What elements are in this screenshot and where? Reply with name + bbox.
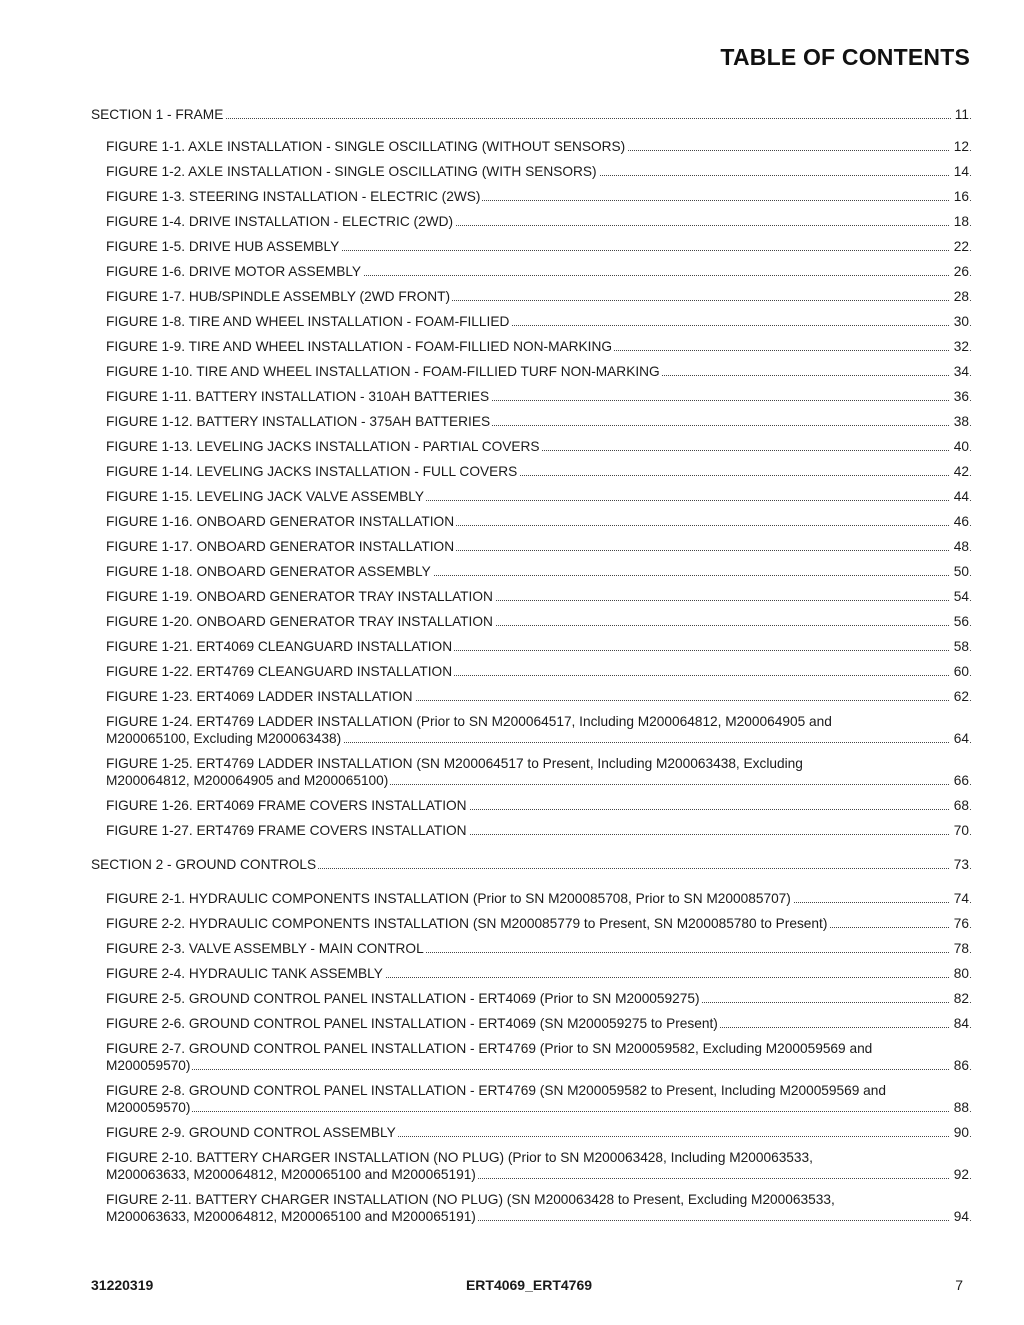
toc-page-number: 42 (950, 463, 969, 480)
toc-figure-entry[interactable] (91, 688, 971, 705)
toc-figure-entry[interactable] (91, 363, 971, 380)
toc-entry-title-line2: M200059570) (106, 1058, 191, 1073)
toc-page-number: 44 (950, 488, 969, 505)
toc-entry-title-line2: M200063633, M200064812, M200065100 and M200065191) (106, 1167, 476, 1182)
toc-figure-entry[interactable] (91, 163, 971, 180)
toc-entry-title: SECTION 2 - GROUND CONTROLS (91, 857, 317, 872)
toc-page-number: 62 (950, 688, 969, 705)
toc-figure-entry[interactable] (91, 1124, 971, 1141)
toc-entry-title: FIGURE 1-6. DRIVE MOTOR ASSEMBLY (106, 264, 362, 279)
toc-page-number: 60 (950, 663, 969, 680)
toc-entry-title: FIGURE 1-21. ERT4069 CLEANGUARD INSTALLATION (106, 639, 453, 654)
toc-figure-entry[interactable] (91, 1040, 971, 1074)
toc-figure-entry[interactable] (91, 915, 971, 932)
toc-page-number: 68 (950, 797, 969, 814)
toc-figure-entry[interactable] (91, 263, 971, 280)
toc-figure-entry[interactable] (91, 388, 971, 405)
toc-entry-title: FIGURE 2-4. HYDRAULIC TANK ASSEMBLY (106, 966, 383, 981)
toc-figure-entry[interactable] (91, 638, 971, 655)
toc-page-number: 48 (950, 538, 969, 555)
toc-page-number: 56 (950, 613, 969, 630)
toc-entry-title: FIGURE 1-20. ONBOARD GENERATOR TRAY INSTALLATION (106, 614, 493, 629)
toc-page-number: 16 (950, 188, 969, 205)
toc-page-number: 18 (950, 213, 969, 230)
toc-entry-title: FIGURE 1-10. TIRE AND WHEEL INSTALLATION - FOAM-FILLIED TURF NON-MARKING (106, 364, 660, 379)
toc-page-number: 58 (950, 638, 969, 655)
toc-page-number: 46 (950, 513, 969, 530)
toc-entry-title: FIGURE 1-16. ONBOARD GENERATOR INSTALLATION (106, 514, 455, 529)
dot-leader (106, 1069, 971, 1070)
toc-page-number: 73 (950, 856, 969, 873)
toc-page-number: 50 (950, 563, 969, 580)
toc-figure-entry[interactable] (91, 238, 971, 255)
toc-entry-title-line1: FIGURE 2-10. BATTERY CHARGER INSTALLATION (NO PLUG) (Prior to SN M200063428, Including M200063533, (106, 1150, 813, 1165)
toc-page-number: 28 (950, 288, 969, 305)
toc-entry-title: FIGURE 1-23. ERT4069 LADDER INSTALLATION (106, 689, 413, 704)
toc-entry-title: FIGURE 1-13. LEVELING JACKS INSTALLATION - PARTIAL COVERS (106, 439, 540, 454)
toc-figure-entry[interactable] (91, 755, 971, 789)
toc-figure-entry[interactable] (91, 588, 971, 605)
toc-figure-entry[interactable] (91, 940, 971, 957)
toc-entry-title: FIGURE 1-4. DRIVE INSTALLATION - ELECTRIC (2WD) (106, 214, 454, 229)
toc-figure-entry[interactable] (91, 1149, 971, 1183)
toc-figure-entry[interactable] (91, 338, 971, 355)
toc-entry-title: FIGURE 1-8. TIRE AND WHEEL INSTALLATION - FOAM-FILLIED (106, 314, 510, 329)
footer-page-number: 7 (955, 1277, 963, 1293)
toc-entry-title: FIGURE 1-22. ERT4769 CLEANGUARD INSTALLATION (106, 664, 453, 679)
toc-figure-entry[interactable] (91, 488, 971, 505)
toc-entry-title: FIGURE 1-3. STEERING INSTALLATION - ELECTRIC (2WS) (106, 189, 481, 204)
toc-page-number: 86 (950, 1057, 969, 1074)
toc-figure-entry[interactable] (91, 663, 971, 680)
toc-entry-title: FIGURE 1-5. DRIVE HUB ASSEMBLY (106, 239, 340, 254)
toc-entry-title-line2: M200059570) (106, 1100, 191, 1115)
toc-figure-entry[interactable] (91, 1191, 971, 1225)
toc-page-number: 38 (950, 413, 969, 430)
toc-entry-title: FIGURE 2-6. GROUND CONTROL PANEL INSTALLATION - ERT4069 (SN M200059275 to Present) (106, 1016, 718, 1031)
footer-model: ERT4069_ERT4769 (465, 1277, 593, 1293)
toc-page-number: 82 (950, 990, 969, 1007)
toc-figure-entry[interactable] (91, 613, 971, 630)
toc-page-number: 30 (950, 313, 969, 330)
toc-entry-title: FIGURE 1-2. AXLE INSTALLATION - SINGLE OSCILLATING (WITH SENSORS) (106, 164, 597, 179)
toc-figure-entry[interactable] (91, 890, 971, 907)
toc-entry-title: FIGURE 1-14. LEVELING JACKS INSTALLATION - FULL COVERS (106, 464, 518, 479)
toc-figure-entry[interactable] (91, 797, 971, 814)
toc-figure-entry[interactable] (91, 990, 971, 1007)
toc-entry-title: FIGURE 1-9. TIRE AND WHEEL INSTALLATION - FOAM-FILLIED NON-MARKING (106, 339, 612, 354)
toc-page-number: 74 (950, 890, 969, 907)
toc-entry-title-line1: FIGURE 2-8. GROUND CONTROL PANEL INSTALLATION - ERT4769 (SN M200059582 to Present, Including M200059569 and (106, 1083, 887, 1098)
toc-entry-title-line1: FIGURE 1-24. ERT4769 LADDER INSTALLATION (Prior to SN M200064517, Including M200064812, M200064905 and (106, 714, 832, 729)
toc-figure-entry[interactable] (91, 213, 971, 230)
toc-entry-title: FIGURE 2-5. GROUND CONTROL PANEL INSTALLATION - ERT4069 (Prior to SN M200059275) (106, 991, 700, 1006)
toc-page-number: 78 (950, 940, 969, 957)
toc-entry-title: FIGURE 1-19. ONBOARD GENERATOR TRAY INSTALLATION (106, 589, 493, 604)
toc-page-number: 84 (950, 1015, 969, 1032)
toc-entry-title: FIGURE 2-1. HYDRAULIC COMPONENTS INSTALLATION (Prior to SN M200085708, Prior to SN M200085707) (106, 891, 791, 906)
toc-page-number: 32 (950, 338, 969, 355)
toc-page-number: 40 (950, 438, 969, 455)
toc-page-number: 76 (950, 915, 969, 932)
toc-page-number: 88 (950, 1099, 969, 1116)
toc-page-number: 36 (950, 388, 969, 405)
toc-figure-entry[interactable] (91, 188, 971, 205)
toc-entry-title-line2: M200063633, M200064812, M200065100 and M200065191) (106, 1209, 476, 1224)
toc-entry-title-line1: FIGURE 1-25. ERT4769 LADDER INSTALLATION (SN M200064517 to Present, Including M200063438, Excluding (106, 756, 803, 771)
dot-leader (106, 1111, 971, 1112)
toc-entry-title: FIGURE 1-17. ONBOARD GENERATOR INSTALLATION (106, 539, 455, 554)
toc-page-number: 64 (950, 730, 969, 747)
toc-entry-title: FIGURE 1-26. ERT4069 FRAME COVERS INSTALLATION (106, 798, 467, 813)
toc-figure-entry[interactable] (91, 463, 971, 480)
toc-entry-title: FIGURE 2-3. VALVE ASSEMBLY - MAIN CONTROL (106, 941, 424, 956)
toc-page-number: 80 (950, 965, 969, 982)
table-of-contents (91, 106, 971, 1225)
toc-section-entry[interactable] (91, 106, 971, 123)
toc-figure-entry[interactable] (91, 138, 971, 155)
toc-figure-entry[interactable] (91, 313, 971, 330)
toc-figure-entry[interactable] (91, 1082, 971, 1116)
toc-page-number: 90 (950, 1124, 969, 1141)
toc-figure-entry[interactable] (91, 1015, 971, 1032)
toc-page-number: 54 (950, 588, 969, 605)
toc-entry-title: FIGURE 2-2. HYDRAULIC COMPONENTS INSTALLATION (SN M200085779 to Present, SN M200085780 to Present) (106, 916, 828, 931)
toc-page-number: 12 (950, 138, 969, 155)
toc-entry-title: FIGURE 1-12. BATTERY INSTALLATION - 375AH BATTERIES (106, 414, 491, 429)
toc-page-number: 14 (950, 163, 969, 180)
toc-figure-entry[interactable] (91, 563, 971, 580)
toc-entry-title: FIGURE 1-7. HUB/SPINDLE ASSEMBLY (2WD FRONT) (106, 289, 451, 304)
footer-doc-number: 31220319 (91, 1277, 154, 1293)
toc-figure-entry[interactable] (91, 713, 971, 747)
toc-figure-entry[interactable] (91, 965, 971, 982)
toc-page-number: 26 (950, 263, 969, 280)
toc-section-entry[interactable] (91, 856, 971, 873)
toc-figure-entry[interactable] (91, 413, 971, 430)
toc-page-number: 94 (950, 1208, 969, 1225)
toc-page-number: 70 (950, 822, 969, 839)
page-title: TABLE OF CONTENTS (720, 44, 970, 70)
toc-page-number: 22 (950, 238, 969, 255)
toc-figure-entry[interactable] (91, 538, 971, 555)
toc-figure-entry[interactable] (91, 438, 971, 455)
toc-entry-title: FIGURE 2-9. GROUND CONTROL ASSEMBLY (106, 1125, 396, 1140)
page-footer (91, 1277, 967, 1295)
toc-entry-title-line2: M200064812, M200064905 and M200065100) (106, 773, 389, 788)
toc-entry-title: FIGURE 1-27. ERT4769 FRAME COVERS INSTALLATION (106, 823, 467, 838)
toc-entry-title-line1: FIGURE 2-11. BATTERY CHARGER INSTALLATION (NO PLUG) (SN M200063428 to Present, Excluding M200063533, (106, 1192, 835, 1207)
toc-page-number: 66 (950, 772, 969, 789)
toc-entry-title-line2: M200065100, Excluding M200063438) (106, 731, 342, 746)
toc-entry-title: FIGURE 1-18. ONBOARD GENERATOR ASSEMBLY (106, 564, 431, 579)
toc-entry-title: FIGURE 1-11. BATTERY INSTALLATION - 310AH BATTERIES (106, 389, 490, 404)
toc-entry-title: SECTION 1 - FRAME (91, 107, 224, 122)
toc-page-number: 11 (951, 106, 969, 123)
toc-figure-entry[interactable] (91, 288, 971, 305)
toc-page-number: 34 (950, 363, 969, 380)
toc-page-number: 92 (950, 1166, 969, 1183)
toc-figure-entry[interactable] (91, 822, 971, 839)
toc-entry-title: FIGURE 1-1. AXLE INSTALLATION - SINGLE OSCILLATING (WITHOUT SENSORS) (106, 139, 626, 154)
toc-entry-title-line1: FIGURE 2-7. GROUND CONTROL PANEL INSTALLATION - ERT4769 (Prior to SN M200059582, Excluding M200059569 and (106, 1041, 873, 1056)
toc-figure-entry[interactable] (91, 513, 971, 530)
toc-entry-title: FIGURE 1-15. LEVELING JACK VALVE ASSEMBLY (106, 489, 424, 504)
